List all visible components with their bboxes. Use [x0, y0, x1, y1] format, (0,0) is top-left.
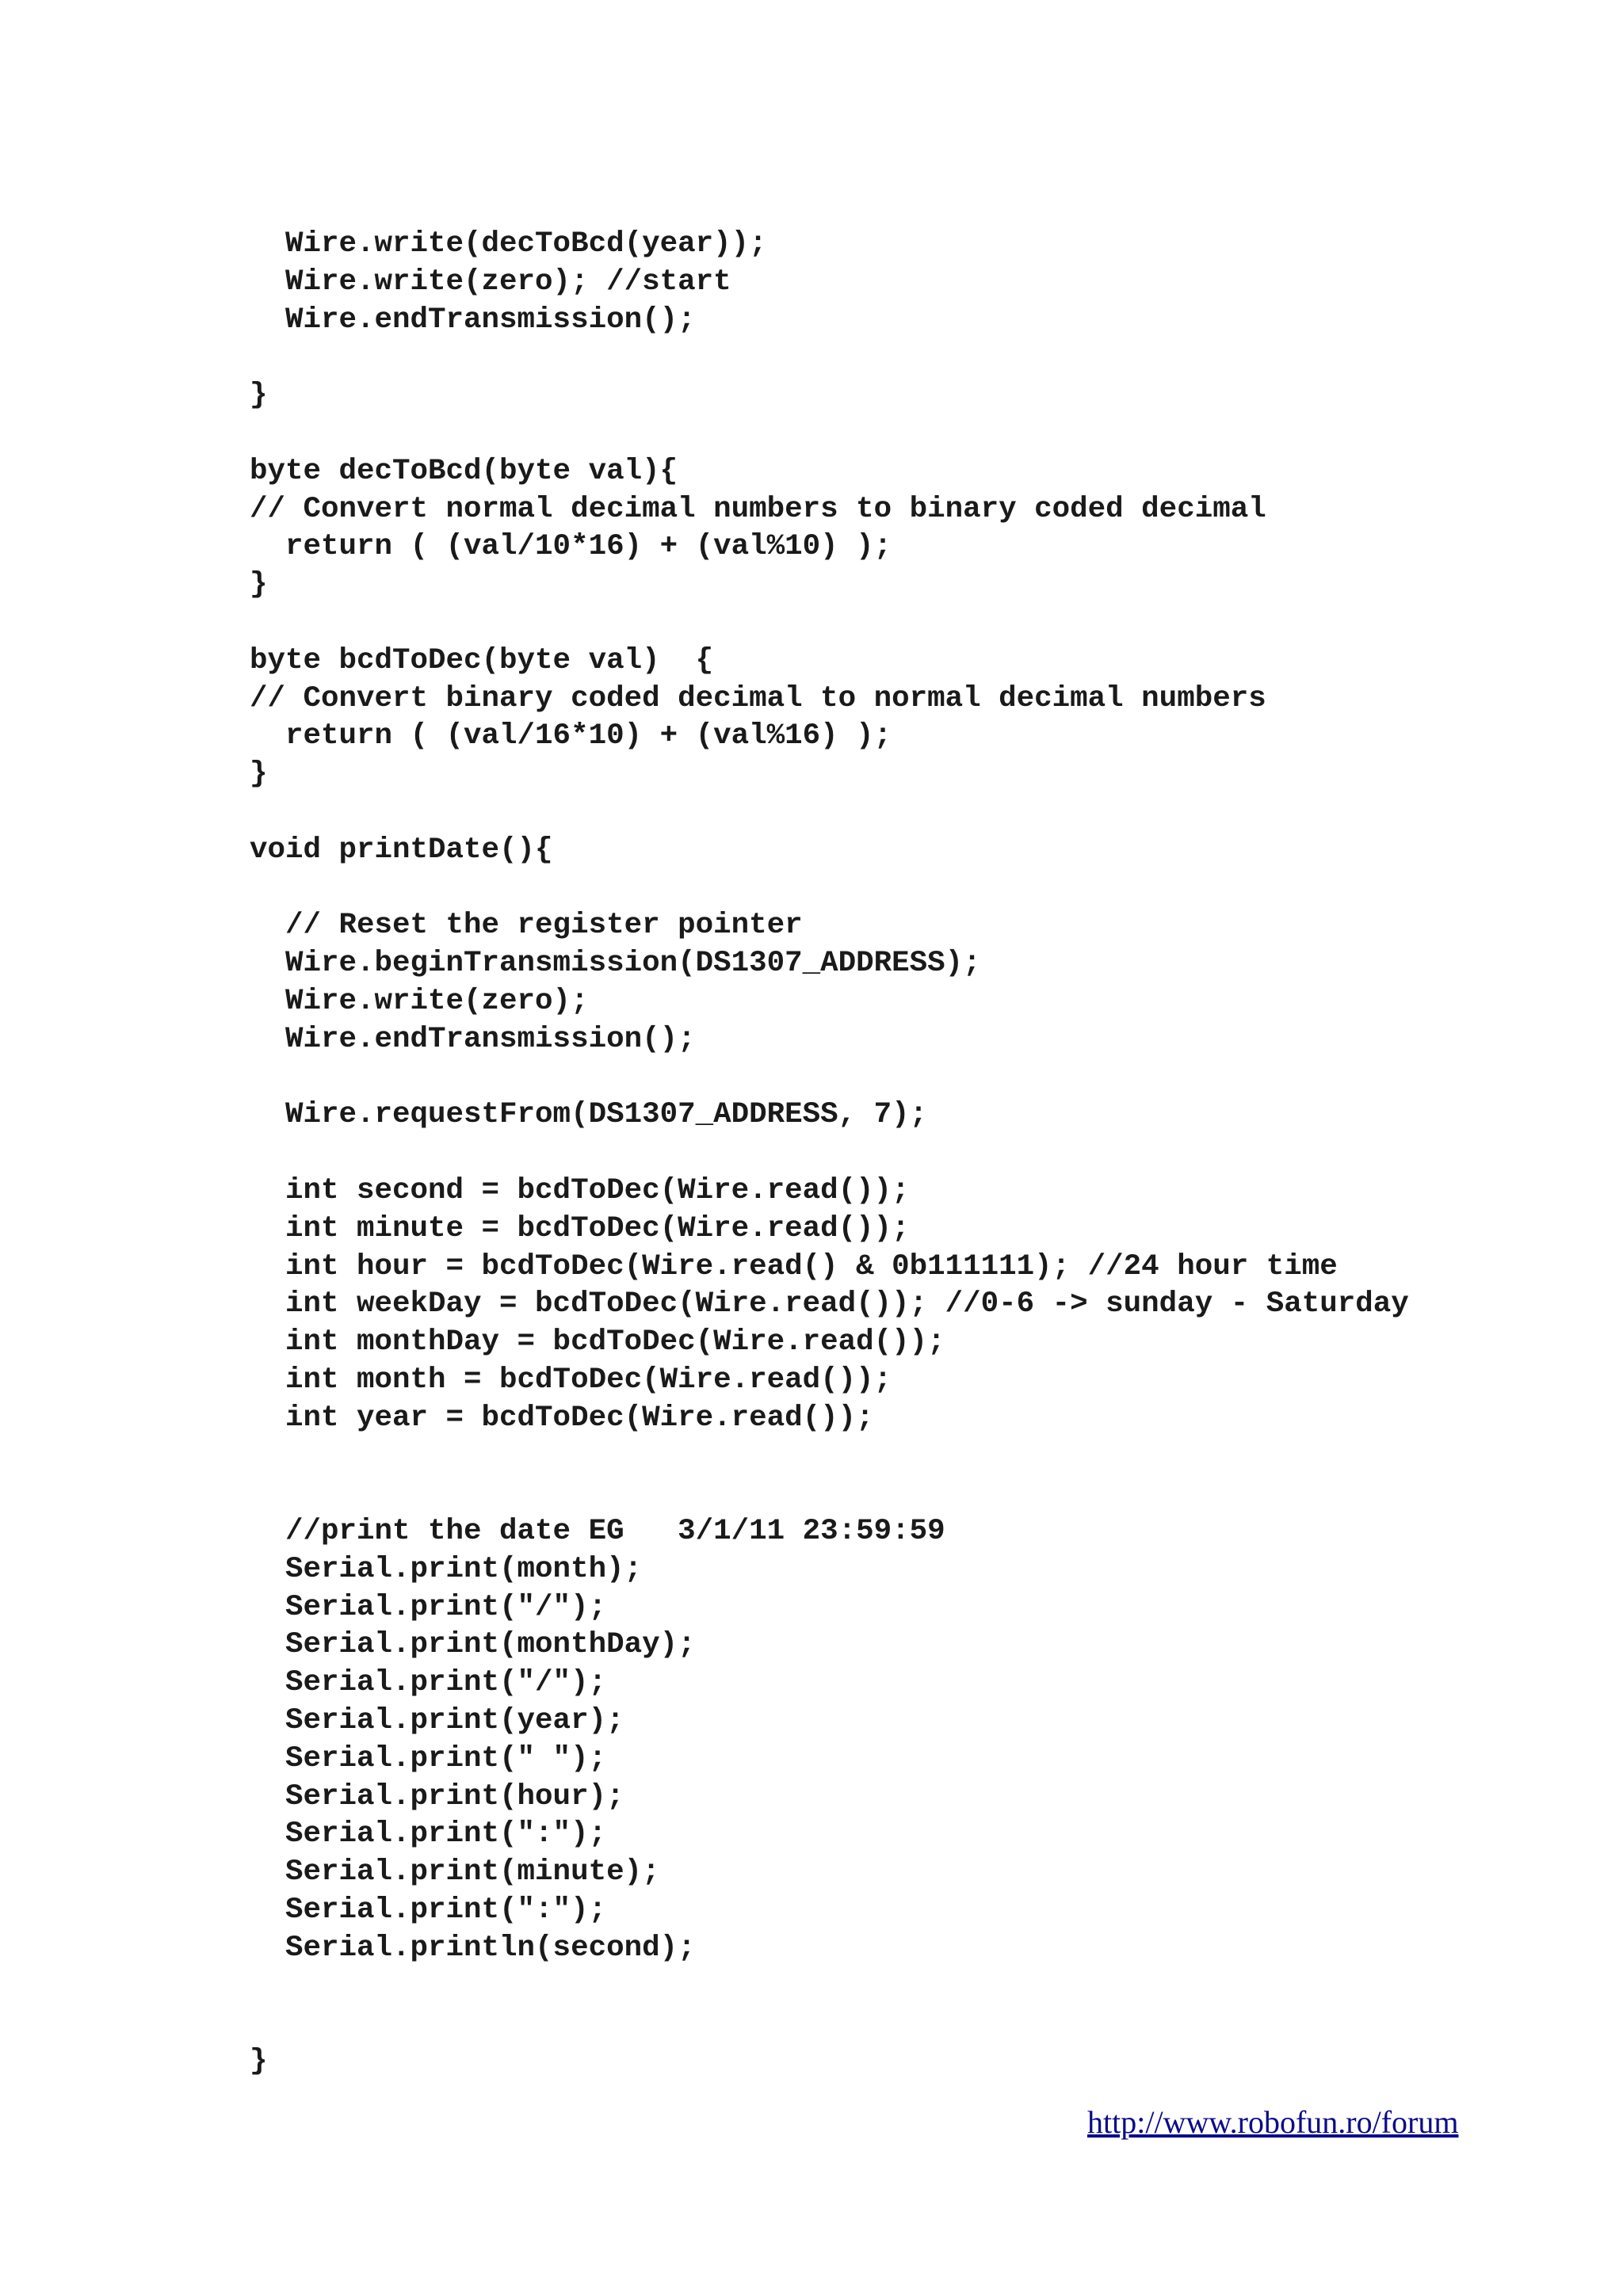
code-line: [250, 1135, 1409, 1173]
code-line: Serial.print(":");: [250, 1894, 607, 1928]
code-line: Wire.requestFrom(DS1307_ADDRESS, 7);: [250, 1098, 928, 1132]
code-line: Serial.print("/");: [250, 1666, 607, 1700]
code-line: Wire.write(zero); //start: [250, 265, 731, 299]
code-line: Serial.print("/");: [250, 1590, 607, 1624]
code-line: Wire.beginTransmission(DS1307_ADDRESS);: [250, 947, 981, 981]
code-line: Serial.print(monthDay);: [250, 1628, 696, 1662]
code-line: Serial.print(" ");: [250, 1741, 607, 1775]
code-line: [250, 415, 1409, 453]
code-line: [250, 1438, 1409, 1476]
code-line: [250, 870, 1409, 908]
code-line: int hour = bcdToDec(Wire.read() & 0b111111); //24 hour time: [250, 1249, 1338, 1283]
code-line: }: [250, 379, 268, 413]
code-line: [250, 1059, 1409, 1097]
code-line: int second = bcdToDec(Wire.read());: [250, 1173, 910, 1207]
code-line: byte decToBcd(byte val){: [250, 454, 678, 488]
forum-link[interactable]: http://www.robofun.ro/forum: [1087, 2104, 1459, 2140]
code-listing: [250, 226, 1409, 2081]
code-line: int minute = bcdToDec(Wire.read());: [250, 1211, 910, 1245]
code-line: //print the date EG 3/1/11 23:59:59: [250, 1515, 945, 1549]
code-line: Wire.write(decToBcd(year));: [250, 227, 767, 261]
code-line: Serial.print(year);: [250, 1704, 624, 1738]
code-line: [250, 1968, 1409, 2006]
code-line: [250, 339, 1409, 377]
code-line: int monthDay = bcdToDec(Wire.read());: [250, 1325, 945, 1360]
code-line: int month = bcdToDec(Wire.read());: [250, 1363, 892, 1397]
code-line: int weekDay = bcdToDec(Wire.read()); //0-6 -> sunday - Saturday: [250, 1287, 1409, 1322]
code-line: // Reset the register pointer: [250, 909, 803, 943]
code-line: }: [250, 757, 268, 791]
code-line: Serial.print(month);: [250, 1552, 643, 1586]
code-line: // Convert binary coded decimal to normal decimal numbers: [250, 681, 1266, 715]
code-line: byte bcdToDec(byte val) {: [250, 643, 714, 677]
code-line: Wire.write(zero);: [250, 984, 589, 1018]
code-line: [250, 1475, 1409, 1513]
code-line: return ( (val/16*10) + (val%16) );: [250, 719, 892, 753]
code-line: int year = bcdToDec(Wire.read());: [250, 1401, 874, 1435]
code-line: Wire.endTransmission();: [250, 303, 696, 337]
code-line: Serial.print(":");: [250, 1817, 607, 1852]
code-line: return ( (val/10*16) + (val%10) );: [250, 530, 892, 564]
code-line: Serial.print(minute);: [250, 1855, 660, 1890]
code-line: void printDate(){: [250, 833, 553, 867]
code-line: }: [250, 568, 268, 602]
code-line: Serial.println(second);: [250, 1931, 696, 1965]
code-line: [250, 794, 1409, 832]
code-line: Serial.print(hour);: [250, 1779, 624, 1814]
code-line: [250, 605, 1409, 643]
code-line: [250, 2005, 1409, 2043]
code-line: // Convert normal decimal numbers to binary coded decimal: [250, 492, 1266, 526]
code-line: }: [250, 2045, 268, 2079]
code-line: Wire.endTransmission();: [250, 1022, 696, 1056]
